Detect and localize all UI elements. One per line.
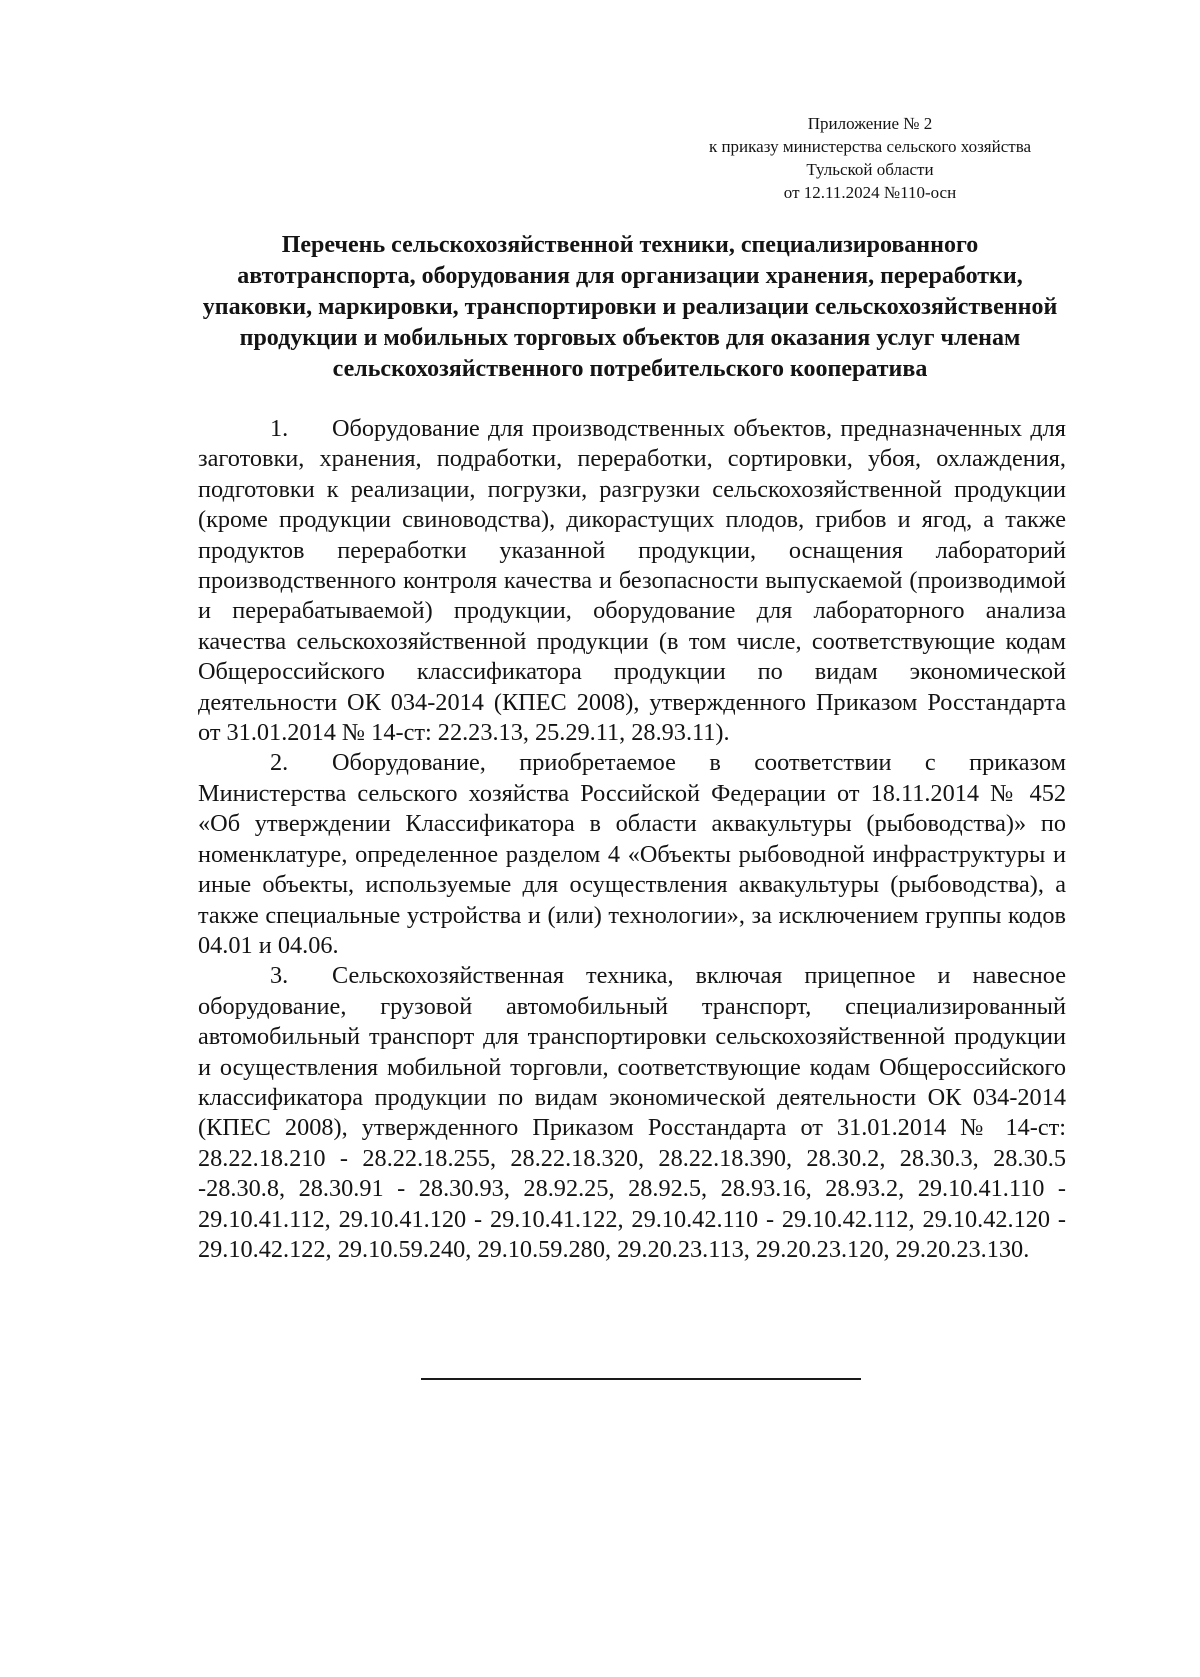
document-body	[198, 414, 1066, 1265]
list-item-text: Оборудование, приобретаемое в соответствии с приказом Министерства сельского хозяйства Российской Федерации от 18.11.2014 № 452 «Об утверждении Классификатора в области аквакультуры (рыбоводства)» по номенклатуре, определенное разделом 4 «Объекты рыбоводной инфраструктуры и иные объекты, используемые для осуществления аквакультуры (рыбоводства), а также специальные устройства и (или) технологии», за исключением группы кодов 04.01 и 04.06.	[198, 749, 1066, 959]
list-item-text: Сельскохозяйственная техника, включая прицепное и навесное оборудование, грузовой автомобильный транспорт, специализированный автомобильный транспорт для транспортировки сельскохозяйственной продукции и осуществления мобильной торговли, соответствующие кодам Общероссийского классификатора продукции по видам экономической деятельности ОК 034-2014 (КПЕС 2008), утвержденного Приказом Росстандарта от 31.01.2014 № 14-ст: 28.22.18.210 - 28.22.18.255, 28.22.18.320, 28.22.18.390, 28.30.2, 28.30.3, 28.30.5 -28.30.8, 28.30.91 - 28.30.93, 28.92.25, 28.92.5, 28.93.16, 28.93.2, 29.10.41.110 - 29.10.41.112, 29.10.41.120 - 29.10.41.122, 29.10.42.110 - 29.10.42.112, 29.10.42.120 - 29.10.42.122, 29.10.59.240, 29.10.59.280, 29.20.23.113, 29.20.23.120, 29.20.23.130.	[198, 962, 1066, 1263]
list-item-number: 1.	[270, 415, 289, 442]
list-item-text: Оборудование для производственных объектов, предназначенных для заготовки, хранения, подработки, переработки, сортировки, убоя, охлаждения, подготовки к реализации, погрузки, разгрузки сельскохозяйственной продукции (кроме продукции свиноводства), дикорастущих плодов, грибов и ягод, а также продуктов переработки указанной продукции, оснащения лабораторий производственного контроля качества и безопасности выпускаемой (производимой и перерабатываемой) продукции, оборудование для лабораторного анализа качества сельскохозяйственной продукции (в том числе, соответствующие кодам Общероссийского классификатора продукции по видам экономической деятельности ОК 034-2014 (КПЕС 2008), утвержденного Приказом Росстандарта от 31.01.2014 № 14-ст: 22.23.13, 25.29.11, 28.93.11).	[198, 415, 1066, 747]
appendix-header	[655, 112, 1085, 204]
appendix-order-ref: к приказу министерства сельского хозяйства	[708, 137, 1032, 156]
appendix-order-date: от 12.11.2024 №110-осн	[783, 183, 957, 202]
document-title: Перечень сельскохозяйственной техники, специализированного автотранспорта, оборудования для организации хранения, переработки, упаковки, маркировки, транспортировки и реализации сельскохозяйственной продукции и мобильных торговых объектов для оказания услуг членам сельскохозяйственного потребительского кооператива	[202, 232, 1058, 382]
list-item-number: 2.	[270, 749, 289, 777]
list-item	[198, 414, 1066, 748]
list-item	[198, 748, 1066, 961]
appendix-number: Приложение № 2	[807, 114, 933, 133]
appendix-region: Тульской области	[806, 160, 934, 179]
list-item	[198, 961, 1066, 1265]
end-divider-line	[421, 1378, 861, 1380]
list-item-number: 3.	[270, 962, 289, 990]
